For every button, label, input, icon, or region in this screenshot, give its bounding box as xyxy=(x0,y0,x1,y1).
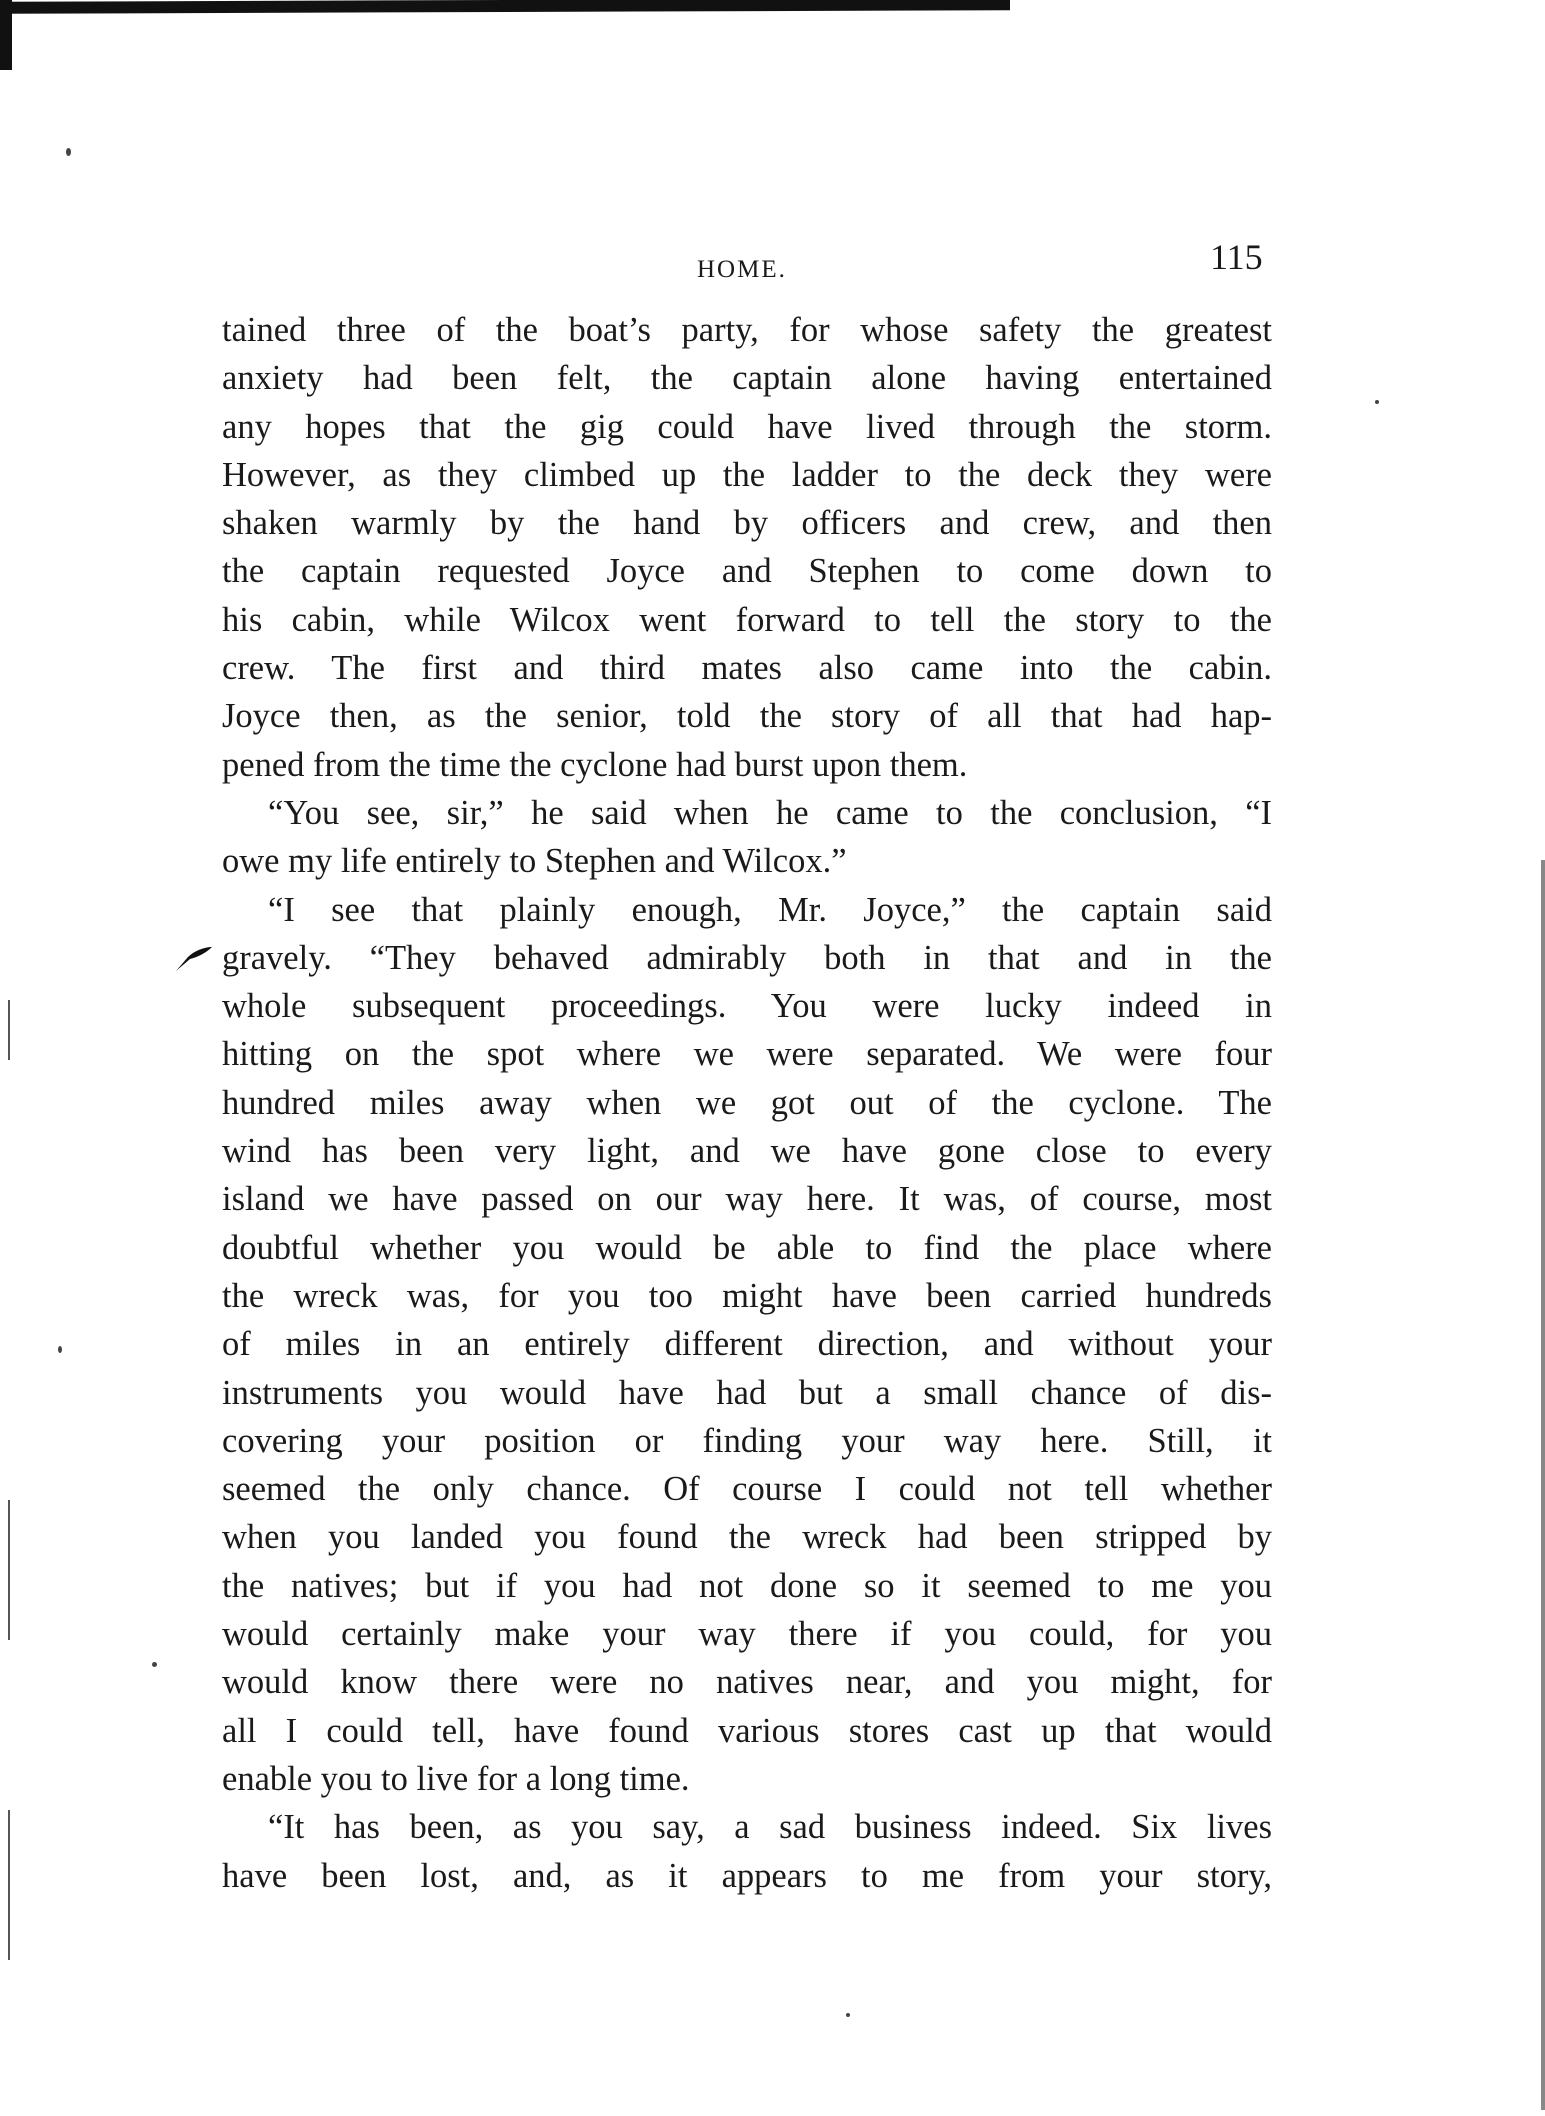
scan-edge-top xyxy=(0,0,1010,14)
margin-line xyxy=(8,1000,10,1060)
text-line: of miles in an entirely different direction, and without your xyxy=(222,1325,1272,1364)
scan-speck xyxy=(152,1662,157,1667)
text-line: would certainly make your way there if you could, for you xyxy=(222,1615,1272,1654)
text-line: owe my life entirely to Stephen and Wilcox.” xyxy=(222,842,847,881)
text-line: “I see that plainly enough, Mr. Joyce,” the captain said xyxy=(268,890,1272,929)
text-line: tained three of the boat’s party, for whose safety the greatest xyxy=(222,311,1272,349)
text-line: crew. The first and third mates also came into the cabin. xyxy=(222,649,1272,688)
text-line: island we have passed on our way here. It was, of course, most xyxy=(222,1180,1272,1219)
running-head-title: HOME. xyxy=(697,256,787,283)
text-line: would know there were no natives near, and you might, for xyxy=(222,1663,1272,1702)
text-line: shaken warmly by the hand by officers and crew, and then xyxy=(222,504,1272,543)
text-line: his cabin, while Wilcox went forward to tell the story to the xyxy=(222,600,1272,639)
text-line: doubtful whether you would be able to find the place where xyxy=(222,1228,1272,1267)
text-line: enable you to live for a long time. xyxy=(222,1759,690,1798)
text-line: Joyce then, as the senior, told the story of all that had hap- xyxy=(222,697,1272,736)
text-line: “You see, sir,” he said when he came to the conclusion, “I xyxy=(268,793,1272,832)
scan-edge-right xyxy=(1541,860,1545,2110)
page-number: 115 xyxy=(1210,237,1263,277)
scan-speck xyxy=(66,148,71,156)
text-line: the natives; but if you had not done so it seemed to me you xyxy=(222,1566,1272,1605)
text-line: whole subsequent proceedings. You were lucky indeed in xyxy=(222,987,1272,1026)
text-line: anxiety had been felt, the captain alone having entertained xyxy=(222,359,1272,398)
scan-speck xyxy=(58,1346,62,1353)
text-line: pened from the time the cyclone had burst upon them. xyxy=(222,745,968,784)
text-line: when you landed you found the wreck had been stripped by xyxy=(222,1518,1272,1557)
body-text xyxy=(222,306,1272,1900)
text-line: the captain requested Joyce and Stephen to come down to xyxy=(222,552,1272,591)
text-line: have been lost, and, as it appears to me from your story, xyxy=(222,1856,1272,1895)
text-line: hitting on the spot where we were separated. We were four xyxy=(222,1035,1272,1074)
text-line: “It has been, as you say, a sad business indeed. Six lives xyxy=(268,1808,1272,1847)
scan-speck xyxy=(1375,400,1379,404)
text-line: the wreck was, for you too might have been carried hundreds xyxy=(222,1276,1272,1315)
text-line: covering your position or finding your way here. Still, it xyxy=(222,1421,1272,1460)
text-line: seemed the only chance. Of course I could not tell whether xyxy=(222,1470,1272,1509)
pen-mark-icon xyxy=(174,943,214,973)
running-head xyxy=(0,236,1545,283)
text-line: hundred miles away when we got out of the cyclone. The xyxy=(222,1083,1272,1122)
margin-line xyxy=(8,1500,10,1640)
text-line: instruments you would have had but a small chance of dis- xyxy=(222,1373,1272,1412)
text-line: all I could tell, have found various stores cast up that would xyxy=(222,1711,1272,1750)
scan-edge-left xyxy=(0,0,12,70)
text-line: gravely. “They behaved admirably both in that and in the xyxy=(222,938,1272,977)
text-line: However, as they climbed up the ladder to the deck they were xyxy=(222,455,1272,494)
text-line: any hopes that the gig could have lived through the storm. xyxy=(222,407,1272,446)
scan-speck xyxy=(846,2013,850,2017)
text-line: wind has been very light, and we have gone close to every xyxy=(222,1132,1272,1171)
margin-line xyxy=(8,1810,10,1960)
